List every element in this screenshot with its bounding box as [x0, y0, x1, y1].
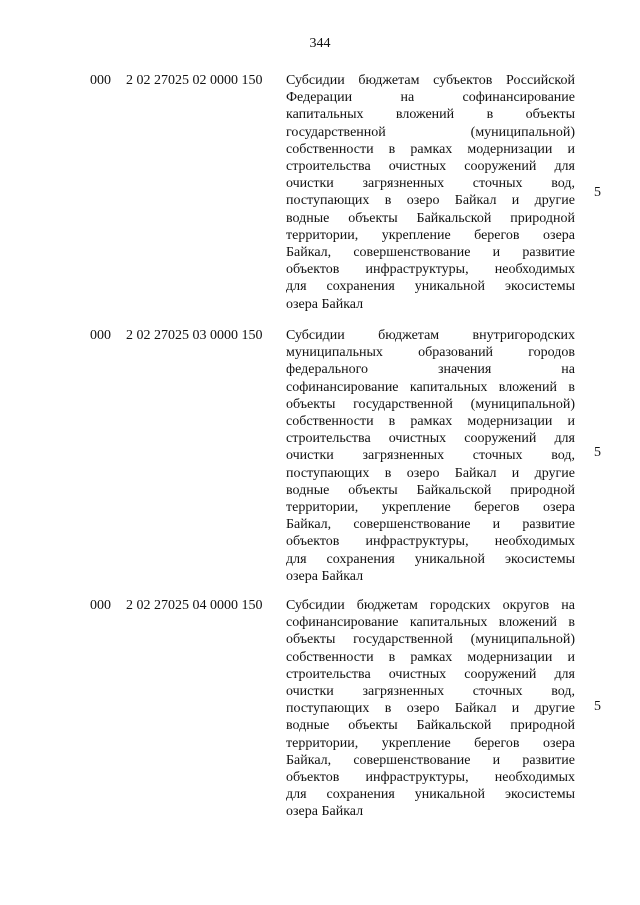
description-line: поступающих в озеро Байкал и другие [286, 465, 575, 481]
income-code: 2 02 27025 03 0000 150 [126, 328, 263, 343]
description-line: Субсидии бюджетам внутригородских [286, 328, 575, 343]
description-line: софинансирование капитальных вложений в [286, 615, 575, 631]
page-number: 344 [309, 36, 331, 51]
description-line: озера Байкал [286, 804, 364, 820]
description-line: строительства очистных сооружений для [286, 666, 575, 682]
description-line: федерального значения на [286, 362, 575, 378]
description-line: собственности в рамках модернизации и [286, 649, 575, 665]
description-line: объектов инфраструктуры, необходимых [286, 770, 575, 786]
description-line: Федерации на софинансирование [286, 90, 575, 106]
description-line: очистки загрязненных сточных вод, [286, 684, 575, 700]
description-line: объектов инфраструктуры, необходимых [286, 262, 575, 278]
description-line: объекты государственной (муниципальной) [286, 396, 575, 412]
description-line: Байкал, совершенствование и развитие [286, 517, 575, 533]
income-description [286, 72, 575, 313]
admin-code: 000 [90, 598, 111, 613]
description-line: Субсидии бюджетам городских округов на [286, 598, 575, 613]
description-line: очистки загрязненных сточных вод, [286, 176, 575, 192]
description-line: для сохранения уникальной экосистемы [286, 551, 575, 567]
admin-code: 000 [90, 328, 111, 343]
amount: 5 [594, 699, 601, 714]
description-line: очистки загрязненных сточных вод, [286, 448, 575, 464]
amount: 5 [594, 185, 601, 200]
description-line: территории, укрепление берегов озера [286, 500, 575, 516]
description-line: капитальных вложений в объекты [286, 107, 575, 123]
description-line: государственной (муниципальной) [286, 124, 575, 140]
description-line: объектов инфраструктуры, необходимых [286, 534, 575, 550]
description-line: территории, укрепление берегов озера [286, 227, 575, 243]
description-line: водные объекты Байкальской природной [286, 210, 575, 226]
amount: 5 [594, 445, 601, 460]
description-line: для сохранения уникальной экосистемы [286, 787, 575, 803]
description-line: поступающих в озеро Байкал и другие [286, 701, 575, 717]
description-line: озера Байкал [286, 296, 364, 312]
description-line: территории, укрепление берегов озера [286, 735, 575, 751]
description-line: для сохранения уникальной экосистемы [286, 279, 575, 295]
admin-code: 000 [90, 73, 111, 88]
description-line: поступающих в озеро Байкал и другие [286, 193, 575, 209]
income-code: 2 02 27025 02 0000 150 [126, 73, 263, 88]
income-description [286, 327, 575, 585]
income-code: 2 02 27025 04 0000 150 [126, 598, 263, 613]
description-line: водные объекты Байкальской природной [286, 718, 575, 734]
description-line: строительства очистных сооружений для [286, 431, 575, 447]
description-line: муниципальных образований городов [286, 345, 575, 361]
description-line: Байкал, совершенствование и развитие [286, 752, 575, 768]
description-line: объекты государственной (муниципальной) [286, 632, 575, 648]
description-line: собственности в рамках модернизации и [286, 141, 575, 157]
description-line: озера Байкал [286, 568, 364, 584]
description-line: софинансирование капитальных вложений в [286, 379, 575, 395]
description-line: строительства очистных сооружений для [286, 159, 575, 175]
description-line: Байкал, совершенствование и развитие [286, 245, 575, 261]
description-line: собственности в рамках модернизации и [286, 414, 575, 430]
description-line: водные объекты Байкальской природной [286, 482, 575, 498]
description-line: Субсидии бюджетам субъектов Российской [286, 73, 575, 88]
income-description [286, 597, 575, 821]
